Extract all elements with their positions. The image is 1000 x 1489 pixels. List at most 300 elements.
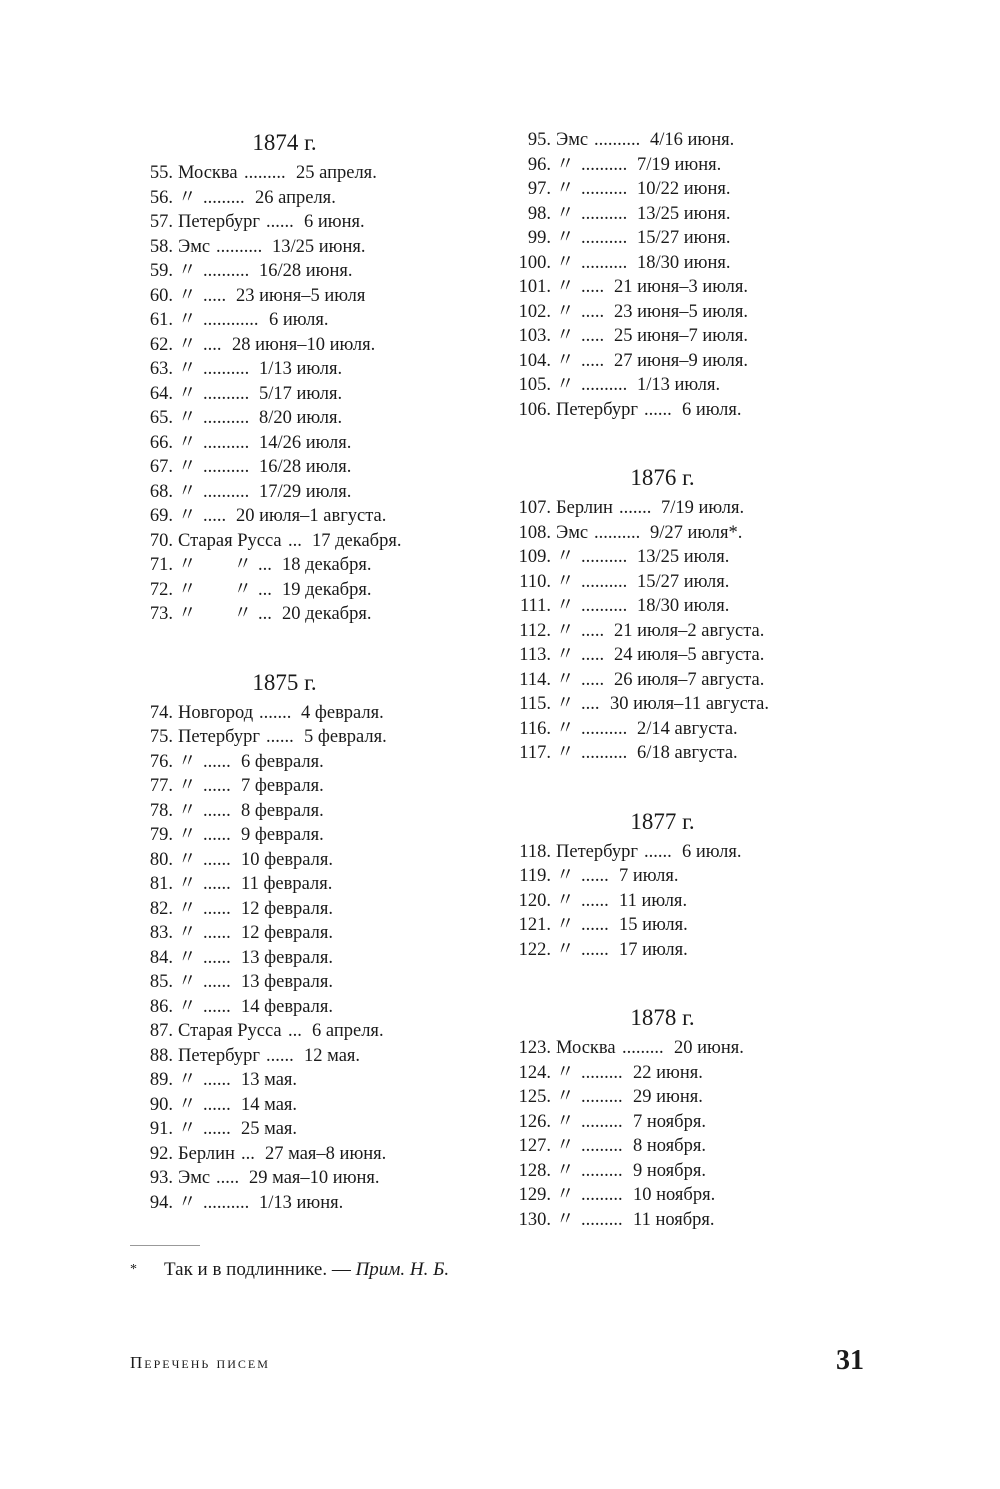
entry-place: 〃 xyxy=(178,1192,197,1213)
entry-date: 21 июня–3 июля. xyxy=(614,277,749,297)
entry-number: 95. xyxy=(527,130,551,150)
letter-entry xyxy=(515,643,850,668)
entry-leader-dots: ...... xyxy=(203,923,231,943)
entry-number: 71. xyxy=(149,555,173,575)
entry-date: 4/16 июня. xyxy=(650,130,735,150)
entry-date: 13/25 июня. xyxy=(637,203,731,224)
letter-entry xyxy=(515,251,850,276)
entry-leader-dots: ...... xyxy=(266,212,294,232)
entry-leader-dots: ...... xyxy=(203,874,231,894)
entry-place: 〃 xyxy=(556,547,575,567)
entry-place: 〃 xyxy=(556,301,575,322)
entry-place: 〃 xyxy=(178,751,197,772)
entry-date: 11 ноября. xyxy=(633,1209,715,1230)
entry-leader-dots: ... xyxy=(288,530,302,551)
entry-date: 12 февраля. xyxy=(241,898,334,919)
year-section xyxy=(515,807,850,963)
letter-entry xyxy=(137,602,472,627)
entry-leader-dots: ......... xyxy=(581,1160,623,1181)
letter-entry xyxy=(515,1110,850,1135)
entry-date: 25 апреля. xyxy=(296,163,377,183)
entry-number: 83. xyxy=(149,923,173,943)
letter-entry xyxy=(515,177,850,202)
letter-entry xyxy=(515,864,850,889)
entry-leader-dots: ...... xyxy=(581,866,609,886)
entry-number: 100. xyxy=(518,252,551,273)
entry-date: 6 июля. xyxy=(682,399,742,420)
entry-date: 6/18 августа. xyxy=(637,743,738,763)
entry-number: 77. xyxy=(149,776,173,796)
entry-date: 18/30 июля. xyxy=(637,596,730,616)
entry-leader-dots: .......... xyxy=(203,432,250,453)
entry-number: 92. xyxy=(149,1143,173,1164)
entry-leader-dots: ...... xyxy=(203,825,231,845)
entry-place: 〃 xyxy=(178,1070,197,1090)
entry-place: 〃 xyxy=(178,359,197,379)
entry-leader-dots: .......... xyxy=(203,457,250,477)
entry-leader-dots: .......... xyxy=(581,718,628,739)
entry-date: 22 июня. xyxy=(633,1062,703,1083)
entry-date: 15 июля. xyxy=(619,915,688,935)
entry-leader-dots: .......... xyxy=(203,408,250,428)
entry-date: 30 июля–11 августа. xyxy=(610,694,769,714)
entry-place: 〃 xyxy=(178,408,197,428)
entry-leader-dots: ...... xyxy=(581,939,609,960)
entry-number: 116. xyxy=(519,718,551,739)
letter-entry xyxy=(137,333,472,358)
letter-entry xyxy=(515,373,850,398)
letter-entry xyxy=(515,545,850,570)
entry-place: 〃 xyxy=(556,939,575,960)
entry-date: 17/29 июля. xyxy=(259,481,352,502)
entry-place: 〃 xyxy=(178,1094,197,1115)
entry-date: 11 февраля. xyxy=(241,874,333,894)
entry-number: 118. xyxy=(519,841,551,862)
entry-date: 12 февраля. xyxy=(241,923,334,943)
entry-place: 〃 xyxy=(178,334,197,355)
letter-entry xyxy=(515,1085,850,1110)
footnote-text: Так и в подлиннике. — xyxy=(164,1259,356,1280)
entry-number: 105. xyxy=(518,375,551,395)
entry-date: 20 июня. xyxy=(674,1038,744,1058)
entry-number: 119. xyxy=(519,866,551,886)
entry-leader-dots: ..... xyxy=(581,350,605,371)
entry-leader-dots: ... xyxy=(258,579,272,600)
letter-entry xyxy=(515,1134,850,1159)
entry-leader-dots: .......... xyxy=(581,547,628,567)
entry-number: 69. xyxy=(149,506,173,526)
entry-number: 88. xyxy=(149,1045,173,1066)
letter-entry xyxy=(137,995,472,1020)
letter-entry xyxy=(137,455,472,480)
entry-leader-dots: .......... xyxy=(581,252,628,273)
entry-number: 56. xyxy=(149,187,173,208)
entry-leader-dots: .... xyxy=(581,694,600,714)
letter-entry xyxy=(515,128,850,153)
entry-leader-dots: .......... xyxy=(581,228,628,248)
letter-entry xyxy=(515,324,850,349)
entry-place: 〃 xyxy=(178,776,197,796)
entry-date: 6 июня. xyxy=(304,212,365,232)
entry-date: 16/28 июля. xyxy=(259,457,352,477)
entry-date: 18/30 июня. xyxy=(637,252,731,273)
entry-number: 97. xyxy=(527,179,551,199)
entry-place: 〃 xyxy=(178,1119,197,1139)
entry-date: 6 июля. xyxy=(269,310,329,330)
entry-number: 99. xyxy=(527,228,551,248)
entry-leader-dots: ...... xyxy=(203,898,231,919)
entry-date: 9/27 июля*. xyxy=(650,522,743,543)
entry-place: 〃 xyxy=(178,383,197,404)
entry-date: 21 июля–2 августа. xyxy=(614,620,765,641)
entry-leader-dots: ..... xyxy=(581,669,605,690)
entry-leader-dots: .......... xyxy=(203,1192,250,1213)
entry-leader-dots: .......... xyxy=(581,571,628,592)
letter-entry xyxy=(515,496,850,521)
entry-place: 〃 xyxy=(556,179,575,199)
entry-number: 78. xyxy=(149,800,173,821)
entry-number: 80. xyxy=(149,849,173,870)
letter-entry xyxy=(137,750,472,775)
entry-leader-dots: ...... xyxy=(581,915,609,935)
entry-number: 70. xyxy=(149,530,173,551)
entry-leader-dots: ...... xyxy=(644,399,672,420)
entry-number: 104. xyxy=(518,350,551,371)
entry-leader-dots: ... xyxy=(258,604,272,624)
entry-place: 〃 xyxy=(556,375,575,395)
page-number: 31 xyxy=(836,1345,864,1376)
entry-number: 125. xyxy=(518,1087,551,1107)
letter-entry xyxy=(137,553,472,578)
running-head: Перечень писем xyxy=(130,1353,270,1372)
entry-leader-dots: ... xyxy=(258,555,272,575)
entry-leader-dots: ...... xyxy=(266,1045,294,1066)
letter-entry xyxy=(515,619,850,644)
entry-date: 8 ноября. xyxy=(633,1136,706,1156)
letter-entry xyxy=(515,153,850,178)
entry-place: 〃 〃 xyxy=(178,579,253,600)
entry-place: 〃 xyxy=(178,506,197,526)
letter-entry xyxy=(137,210,472,235)
entry-leader-dots: ..... xyxy=(216,1168,240,1188)
entry-number: 58. xyxy=(149,236,173,257)
entry-place: Москва xyxy=(178,163,238,183)
entry-date: 6 апреля. xyxy=(312,1021,384,1041)
entry-number: 90. xyxy=(149,1094,173,1115)
entry-place: 〃 xyxy=(556,571,575,592)
year-heading: 1874 г. xyxy=(252,130,317,155)
entry-place: 〃 xyxy=(556,1111,575,1132)
entry-number: 114. xyxy=(519,669,551,690)
entry-place: 〃 xyxy=(556,890,575,911)
entry-number: 113. xyxy=(519,645,551,665)
entry-number: 130. xyxy=(518,1209,551,1230)
entry-date: 29 мая–10 июня. xyxy=(249,1168,380,1188)
entry-leader-dots: ...... xyxy=(203,1094,231,1115)
entry-date: 14 февраля. xyxy=(241,996,334,1017)
entry-place: Старая Русса xyxy=(178,1021,282,1041)
letter-entry xyxy=(137,1068,472,1093)
letter-entry xyxy=(137,382,472,407)
year-heading: 1877 г. xyxy=(630,808,695,834)
entry-number: 127. xyxy=(518,1136,551,1156)
entry-place: 〃 xyxy=(556,228,575,248)
entry-number: 74. xyxy=(149,702,173,723)
entry-leader-dots: .......... xyxy=(203,261,250,281)
entry-place: 〃 xyxy=(556,203,575,224)
entry-number: 79. xyxy=(149,825,173,845)
entry-place: Старая Русса xyxy=(178,530,282,551)
entry-leader-dots: ......... xyxy=(622,1038,664,1058)
footnote-divider xyxy=(130,1245,200,1246)
entry-leader-dots: ............ xyxy=(203,310,259,330)
entry-date: 19 декабря. xyxy=(282,579,372,600)
entry-date: 26 апреля. xyxy=(255,187,336,208)
entry-number: 87. xyxy=(149,1021,173,1041)
right-column xyxy=(515,128,850,1232)
entry-number: 126. xyxy=(518,1111,551,1132)
entry-leader-dots: ......... xyxy=(581,1136,623,1156)
letter-entry xyxy=(137,529,472,554)
entry-number: 66. xyxy=(149,432,173,453)
entry-date: 6 июля. xyxy=(682,841,742,862)
letter-entry xyxy=(137,357,472,382)
letter-entry xyxy=(137,921,472,946)
entry-place: Эмс xyxy=(556,522,589,543)
year-section xyxy=(137,128,472,627)
left-column xyxy=(137,128,472,1215)
entry-leader-dots: ..... xyxy=(203,506,227,526)
letter-entry xyxy=(515,938,850,963)
entry-date: 13 мая. xyxy=(241,1070,298,1090)
entry-date: 1/13 июля. xyxy=(259,359,343,379)
entry-place: Эмс xyxy=(178,236,211,257)
entry-number: 108. xyxy=(518,522,551,543)
entry-place: 〃 xyxy=(556,743,575,763)
entry-number: 64. xyxy=(149,383,173,404)
entry-date: 20 июля–1 августа. xyxy=(236,506,387,526)
letter-entry xyxy=(515,226,850,251)
entry-date: 4 февраля. xyxy=(301,702,384,723)
entry-place: 〃 xyxy=(178,187,197,208)
entry-number: 109. xyxy=(518,547,551,567)
entry-number: 86. xyxy=(149,996,173,1017)
letter-entry xyxy=(137,1166,472,1191)
entry-place: 〃 xyxy=(556,350,575,371)
entry-number: 60. xyxy=(149,285,173,306)
entry-date: 16/28 июня. xyxy=(259,261,353,281)
letter-entry xyxy=(137,701,472,726)
entry-place: 〃 xyxy=(556,596,575,616)
letter-entry xyxy=(515,275,850,300)
letter-entry xyxy=(137,308,472,333)
entry-number: 63. xyxy=(149,359,173,379)
entry-leader-dots: .......... xyxy=(203,383,250,404)
letter-entry xyxy=(515,741,850,766)
entry-date: 7 июля. xyxy=(619,866,679,886)
entry-place: Петербург xyxy=(556,399,638,420)
entry-number: 84. xyxy=(149,947,173,968)
entry-place: Петербург xyxy=(178,727,260,747)
entry-leader-dots: ...... xyxy=(203,800,231,821)
letter-entry xyxy=(137,480,472,505)
entry-place: 〃 xyxy=(556,1160,575,1181)
entry-leader-dots: ....... xyxy=(619,498,652,518)
entry-date: 2/14 августа. xyxy=(637,718,738,739)
footnote xyxy=(130,1257,449,1283)
letter-entry xyxy=(515,717,850,742)
entry-place: 〃 xyxy=(178,285,197,306)
entry-number: 110. xyxy=(519,571,551,592)
entry-leader-dots: ......... xyxy=(581,1087,623,1107)
entry-date: 7/19 июля. xyxy=(661,498,745,518)
entry-number: 117. xyxy=(519,743,551,763)
entry-date: 9 ноября. xyxy=(633,1160,706,1181)
letter-entry xyxy=(515,1208,850,1233)
entry-date: 9 февраля. xyxy=(241,825,324,845)
year-section xyxy=(515,128,850,422)
entry-number: 96. xyxy=(527,154,551,175)
entry-leader-dots: ....... xyxy=(259,702,292,723)
letter-entry xyxy=(137,235,472,260)
entry-date: 12 мая. xyxy=(304,1045,361,1066)
entry-date: 7 ноября. xyxy=(633,1111,706,1132)
letter-entry xyxy=(515,202,850,227)
entry-date: 25 мая. xyxy=(241,1119,298,1139)
letter-entry xyxy=(137,1019,472,1044)
entry-number: 72. xyxy=(149,579,173,600)
letter-entry xyxy=(515,889,850,914)
entry-date: 26 июля–7 августа. xyxy=(614,669,765,690)
entry-place: Петербург xyxy=(178,212,260,232)
entry-place: 〃 xyxy=(178,947,197,968)
entry-number: 55. xyxy=(149,163,173,183)
entry-place: 〃 xyxy=(556,1087,575,1107)
entry-place: 〃 xyxy=(178,261,197,281)
letter-entry xyxy=(137,799,472,824)
letter-entry xyxy=(137,970,472,995)
entry-date: 17 декабря. xyxy=(312,530,402,551)
letter-entry xyxy=(137,1142,472,1167)
entry-place: Петербург xyxy=(556,841,638,862)
footnote-attribution: Прим. Н. Б. xyxy=(355,1259,450,1280)
entry-place: 〃 xyxy=(178,849,197,870)
letter-entry xyxy=(515,521,850,546)
entry-place: Москва xyxy=(556,1038,616,1058)
entry-date: 8/20 июля. xyxy=(259,408,343,428)
entry-date: 18 декабря. xyxy=(282,555,372,575)
entry-number: 106. xyxy=(518,399,551,420)
entry-place: 〃 xyxy=(178,800,197,821)
entry-number: 62. xyxy=(149,334,173,355)
entry-place: 〃 xyxy=(178,432,197,453)
entry-leader-dots: ..... xyxy=(581,326,605,346)
letter-entry xyxy=(515,913,850,938)
entry-leader-dots: ...... xyxy=(203,849,231,870)
entry-leader-dots: .......... xyxy=(203,359,250,379)
entry-date: 24 июля–5 августа. xyxy=(614,645,765,665)
entry-leader-dots: ...... xyxy=(203,996,231,1017)
entry-leader-dots: ......... xyxy=(203,187,245,208)
entry-leader-dots: ......... xyxy=(581,1111,623,1132)
entry-place: 〃 xyxy=(556,915,575,935)
entry-place: 〃 xyxy=(178,825,197,845)
entry-number: 98. xyxy=(527,203,551,224)
entry-date: 25 июня–7 июля. xyxy=(614,326,749,346)
entry-place: 〃 xyxy=(178,923,197,943)
year-heading: 1875 г. xyxy=(252,669,317,695)
entry-number: 82. xyxy=(149,898,173,919)
entry-leader-dots: .......... xyxy=(216,236,263,257)
entry-date: 8 февраля. xyxy=(241,800,324,821)
entry-number: 103. xyxy=(518,326,551,346)
entry-number: 89. xyxy=(149,1070,173,1090)
year-heading: 1878 г. xyxy=(630,1005,695,1030)
entry-date: 29 июня. xyxy=(633,1087,703,1107)
footnote-mark: * xyxy=(130,1262,137,1277)
year-section xyxy=(137,668,472,1216)
entry-number: 107. xyxy=(518,498,551,518)
entry-number: 68. xyxy=(149,481,173,502)
letter-entry xyxy=(515,840,850,865)
entry-number: 122. xyxy=(518,939,551,960)
entry-date: 27 мая–8 июня. xyxy=(265,1143,387,1164)
entry-number: 102. xyxy=(518,301,551,322)
entry-leader-dots: ...... xyxy=(203,1119,231,1139)
letter-entry xyxy=(137,578,472,603)
entry-leader-dots: ...... xyxy=(203,1070,231,1090)
entry-leader-dots: ...... xyxy=(203,776,231,796)
letter-entry xyxy=(515,349,850,374)
letter-entry xyxy=(137,259,472,284)
entry-place: Эмс xyxy=(178,1168,211,1188)
entry-number: 124. xyxy=(518,1062,551,1083)
entry-place: Петербург xyxy=(178,1045,260,1066)
entry-date: 13 февраля. xyxy=(241,972,334,992)
entry-leader-dots: ...... xyxy=(203,947,231,968)
entry-date: 23 июня–5 июля. xyxy=(614,301,749,322)
entry-number: 75. xyxy=(149,727,173,747)
letter-entry xyxy=(137,186,472,211)
entry-date: 10 февраля. xyxy=(241,849,334,870)
letter-entry xyxy=(515,1159,850,1184)
entry-date: 23 июня–5 июля xyxy=(236,285,366,306)
entry-date: 1/13 июля. xyxy=(637,375,721,395)
letter-entry xyxy=(515,300,850,325)
letter-entry xyxy=(515,692,850,717)
entry-number: 61. xyxy=(149,310,173,330)
letter-entry xyxy=(515,398,850,423)
entry-number: 57. xyxy=(149,212,173,232)
entry-date: 20 декабря. xyxy=(282,604,372,624)
entry-place: 〃 xyxy=(556,1062,575,1083)
entry-place: Берлин xyxy=(556,498,613,518)
entry-place: Новгород xyxy=(178,702,254,723)
entry-place: 〃 xyxy=(178,898,197,919)
entry-leader-dots: ...... xyxy=(581,890,609,911)
entry-place: 〃 xyxy=(556,277,575,297)
entry-place: 〃 xyxy=(556,645,575,665)
entry-place: 〃 xyxy=(556,620,575,641)
entry-date: 6 февраля. xyxy=(241,751,324,772)
year-section xyxy=(515,1003,850,1232)
entry-number: 121. xyxy=(518,915,551,935)
year-heading: 1876 г. xyxy=(630,465,695,490)
entry-number: 111. xyxy=(519,596,551,616)
entry-leader-dots: ... xyxy=(288,1021,302,1041)
entry-date: 5 февраля. xyxy=(304,727,387,747)
entry-leader-dots: ..... xyxy=(581,301,605,322)
